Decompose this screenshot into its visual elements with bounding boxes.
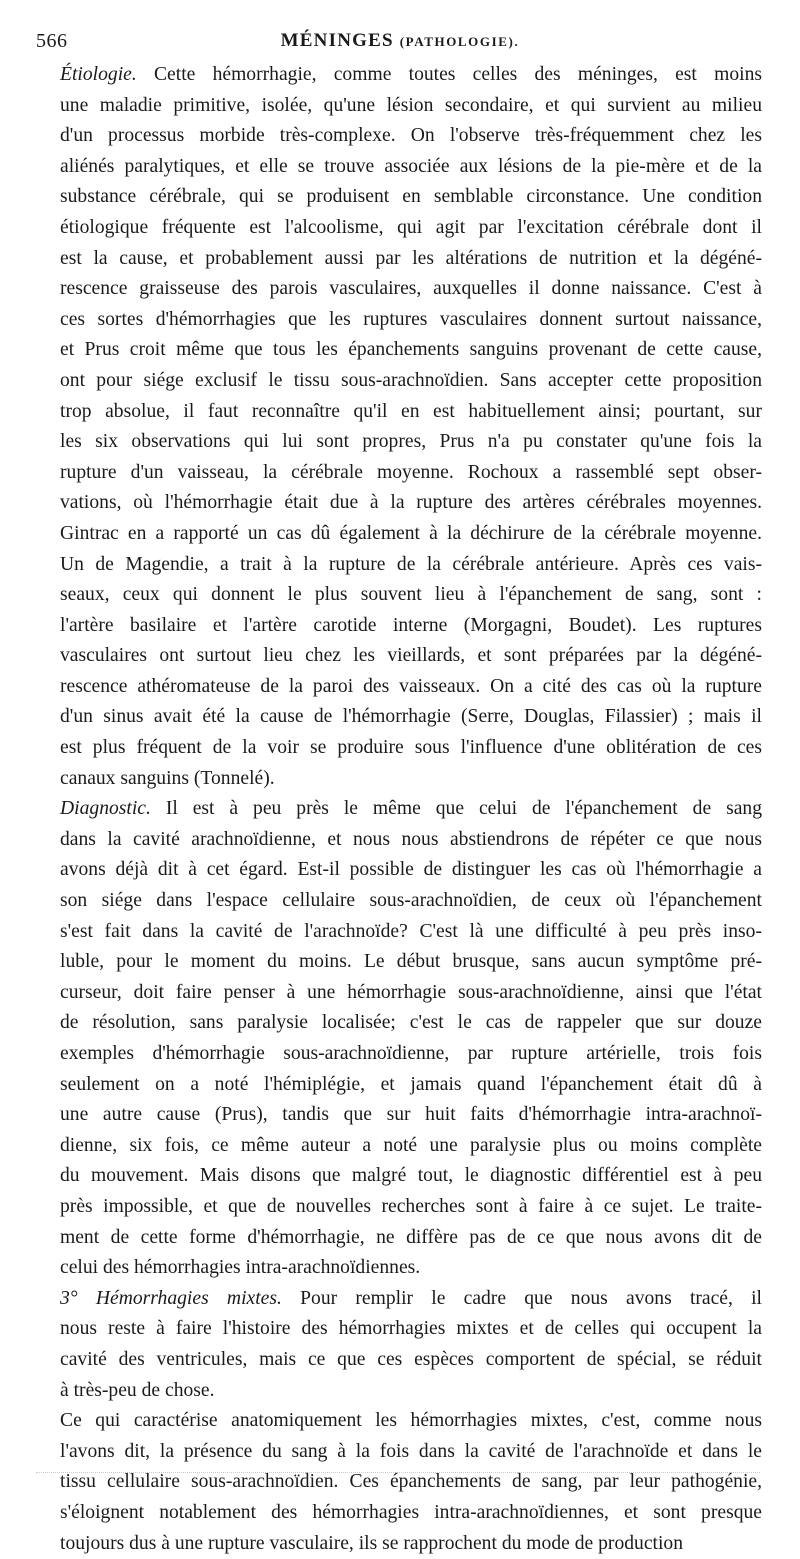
line-text: celui des hémorrhagies intra-arachnoïdiennes.: [60, 1257, 420, 1278]
text-line: [60, 825, 762, 856]
paragraph-lead: 3° Hémorrhagies mixtes.: [60, 1288, 282, 1309]
text-line: [60, 1437, 762, 1468]
text-line: [60, 764, 762, 795]
text-line: [60, 1284, 762, 1315]
text-line: [60, 244, 762, 275]
text-line: [60, 213, 762, 244]
text-line: [60, 1345, 762, 1376]
line-text: l'artère basilaire et l'artère carotide interne (Morgagni, Boudet). Les ruptures: [60, 615, 762, 636]
line-text: toujours dus à une rupture vasculaire, ils se rapprochent du mode de production: [60, 1533, 683, 1554]
text-line: [60, 1314, 762, 1345]
paragraph-lead: Étiologie.: [60, 64, 137, 85]
running-title: [36, 30, 764, 52]
text-line: [60, 60, 762, 91]
text-line: [60, 733, 762, 764]
text-line: [60, 274, 762, 305]
line-text: rescence athéromateuse de la paroi des vaisseaux. On a cité des cas où la rupture: [60, 676, 762, 697]
paragraph: [60, 1406, 762, 1559]
text-line: [60, 702, 762, 733]
text-line: [60, 458, 762, 489]
line-text: cavité des ventricules, mais ce que ces espèces comportent de spécial, se réduit: [60, 1349, 762, 1370]
text-line: [60, 794, 762, 825]
text-line: [60, 1161, 762, 1192]
line-text: de résolution, sans paralysie localisée; c'est le cas de rappeler que sur douze: [60, 1012, 762, 1033]
text-line: [60, 1406, 762, 1437]
text-line: [60, 182, 762, 213]
line-text: Cette hémorrhagie, comme toutes celles des méninges, est moins: [154, 64, 762, 85]
line-text: ces sortes d'hémorrhagies que les ruptures vasculaires donnent surtout naissance,: [60, 309, 762, 330]
line-text: son siége dans l'espace cellulaire sous-arachnoïdien, de ceux où l'épanchement: [60, 890, 762, 911]
line-text: à très-peu de chose.: [60, 1380, 215, 1401]
line-text: ment de cette forme d'hémorrhagie, ne diffère pas de ce que nous avons dit de: [60, 1227, 762, 1248]
line-text: une maladie primitive, isolée, qu'une lésion secondaire, et qui survient au milieu: [60, 95, 762, 116]
line-text: Ce qui caractérise anatomiquement les hémorrhagies mixtes, c'est, comme nous: [60, 1410, 762, 1431]
text-line: [60, 978, 762, 1009]
text-line: [60, 1253, 762, 1284]
text-line: [60, 91, 762, 122]
text-line: [60, 1376, 762, 1407]
text-line: [60, 488, 762, 519]
text-line: [60, 550, 762, 581]
text-line: [60, 1131, 762, 1162]
line-text: dienne, six fois, ce même auteur a noté une paralysie plus ou moins complète: [60, 1135, 762, 1156]
text-line: [60, 1008, 762, 1039]
paragraph: [60, 1284, 762, 1406]
text-line: [60, 947, 762, 978]
text-line: [60, 1498, 762, 1529]
text-line: [60, 917, 762, 948]
text-line: [60, 121, 762, 152]
text-line: [60, 1192, 762, 1223]
line-text: aliénés paralytiques, et elle se trouve associée aux lésions de la pie-mère et de la: [60, 156, 762, 177]
running-header: [36, 30, 764, 56]
text-line: [60, 427, 762, 458]
line-text: Pour remplir le cadre que nous avons tracé, il: [300, 1288, 762, 1309]
text-line: [60, 1100, 762, 1131]
text-line: [60, 1039, 762, 1070]
text-line: [60, 672, 762, 703]
line-text: seaux, ceux qui donnent le plus souvent lieu à l'épanchement de sang, sont :: [60, 584, 762, 605]
line-text: d'un sinus avait été la cause de l'hémorrhagie (Serre, Douglas, Filassier) ; mais il: [60, 706, 762, 727]
text-line: [60, 611, 762, 642]
line-text: vations, où l'hémorrhagie était due à la rupture des artères cérébrales moyennes.: [60, 492, 762, 513]
line-text: nous reste à faire l'histoire des hémorrhagies mixtes et de celles qui occupent la: [60, 1318, 762, 1339]
line-text: s'éloignent notablement des hémorrhagies intra-arachnoïdiennes, et sont presque: [60, 1502, 762, 1523]
line-text: vasculaires ont surtout lieu chez les vieillards, et sont préparées par la dégéné-: [60, 645, 762, 666]
line-text: Un de Magendie, a trait à la rupture de la cérébrale antérieure. Après ces vais-: [60, 554, 762, 575]
line-text: canaux sanguins (Tonnelé).: [60, 768, 275, 789]
line-text: seulement on a noté l'hémiplégie, et jamais quand l'épanchement était dû à: [60, 1074, 762, 1095]
text-line: [60, 1070, 762, 1101]
line-text: du mouvement. Mais disons que malgré tout, le diagnostic différentiel est à peu: [60, 1165, 762, 1186]
line-text: Gintrac en a rapporté un cas dû également à la déchirure de la cérébrale moyenne.: [60, 523, 762, 544]
line-text: Il est à peu près le même que celui de l'épanchement de sang: [166, 798, 762, 819]
paragraph-lead: Diagnostic.: [60, 798, 151, 819]
text-line: [60, 855, 762, 886]
line-text: une autre cause (Prus), tandis que sur huit faits d'hémorrhagie intra-arachnoï-: [60, 1104, 762, 1125]
line-text: s'est fait dans la cavité de l'arachnoïde? C'est là une difficulté à peu près inso-: [60, 921, 762, 942]
line-text: ont pour siége exclusif le tissu sous-arachnoïdien. Sans accepter cette proposition: [60, 370, 762, 391]
line-text: luble, pour le moment du moins. Le début brusque, sans aucun symptôme pré-: [60, 951, 762, 972]
line-text: substance cérébrale, qui se produisent en semblable circonstance. Une condition: [60, 186, 762, 207]
text-line: [60, 580, 762, 611]
paragraph: [60, 794, 762, 1284]
text-line: [60, 366, 762, 397]
running-title-sub: (PATHOLOGIE).: [400, 34, 520, 49]
text-line: [60, 397, 762, 428]
line-text: d'un processus morbide très-complexe. On l'observe très-fréquemment chez les: [60, 125, 762, 146]
text-line: [60, 641, 762, 672]
paragraph: [60, 60, 762, 794]
line-text: exemples d'hémorrhagie sous-arachnoïdienne, par rupture artérielle, trois fois: [60, 1043, 762, 1064]
text-line: [60, 886, 762, 917]
line-text: étiologique fréquente est l'alcoolisme, qui agit par l'excitation cérébrale dont il: [60, 217, 762, 238]
page-number: 566: [36, 30, 68, 53]
line-text: les six observations qui lui sont propres, Prus n'a pu constater qu'une fois la: [60, 431, 762, 452]
line-text: rescence graisseuse des parois vasculaires, auxquelles il donne naissance. C'est à: [60, 278, 762, 299]
line-text: curseur, doit faire penser à une hémorrhagie sous-arachnoïdienne, ainsi que l'état: [60, 982, 762, 1003]
running-title-main: MÉNINGES: [281, 30, 394, 51]
body-text: [60, 60, 762, 1559]
line-text: l'avons dit, la présence du sang à la fois dans la cavité de l'arachnoïde et dans le: [60, 1441, 762, 1462]
line-text: près impossible, et que de nouvelles recherches sont à faire à ce sujet. Le traite-: [60, 1196, 762, 1217]
text-line: [60, 1529, 762, 1559]
line-text: tissu cellulaire sous-arachnoïdien. Ces épanchements de sang, par leur pathogénie,: [60, 1471, 762, 1492]
line-text: trop absolue, il faut reconnaître qu'il en est habituellement ainsi; pourtant, sur: [60, 401, 762, 422]
text-line: [60, 305, 762, 336]
text-line: [60, 335, 762, 366]
line-text: avons déjà dit à cet égard. Est-il possible de distinguer les cas où l'hémorrhagie a: [60, 859, 762, 880]
footer-noise-rule: [36, 1472, 760, 1479]
line-text: est la cause, et probablement aussi par les altérations de nutrition et la dégéné-: [60, 248, 762, 269]
text-line: [60, 1223, 762, 1254]
line-text: dans la cavité arachnoïdienne, et nous nous abstiendrons de répéter ce que nous: [60, 829, 762, 850]
line-text: rupture d'un vaisseau, la cérébrale moyenne. Rochoux a rassemblé sept obser-: [60, 462, 762, 483]
line-text: et Prus croit même que tous les épanchements sanguins provenant de cette cause,: [60, 339, 762, 360]
line-text: est plus fréquent de la voir se produire sous l'influence d'une oblitération de ces: [60, 737, 762, 758]
text-line: [60, 519, 762, 550]
text-line: [60, 152, 762, 183]
